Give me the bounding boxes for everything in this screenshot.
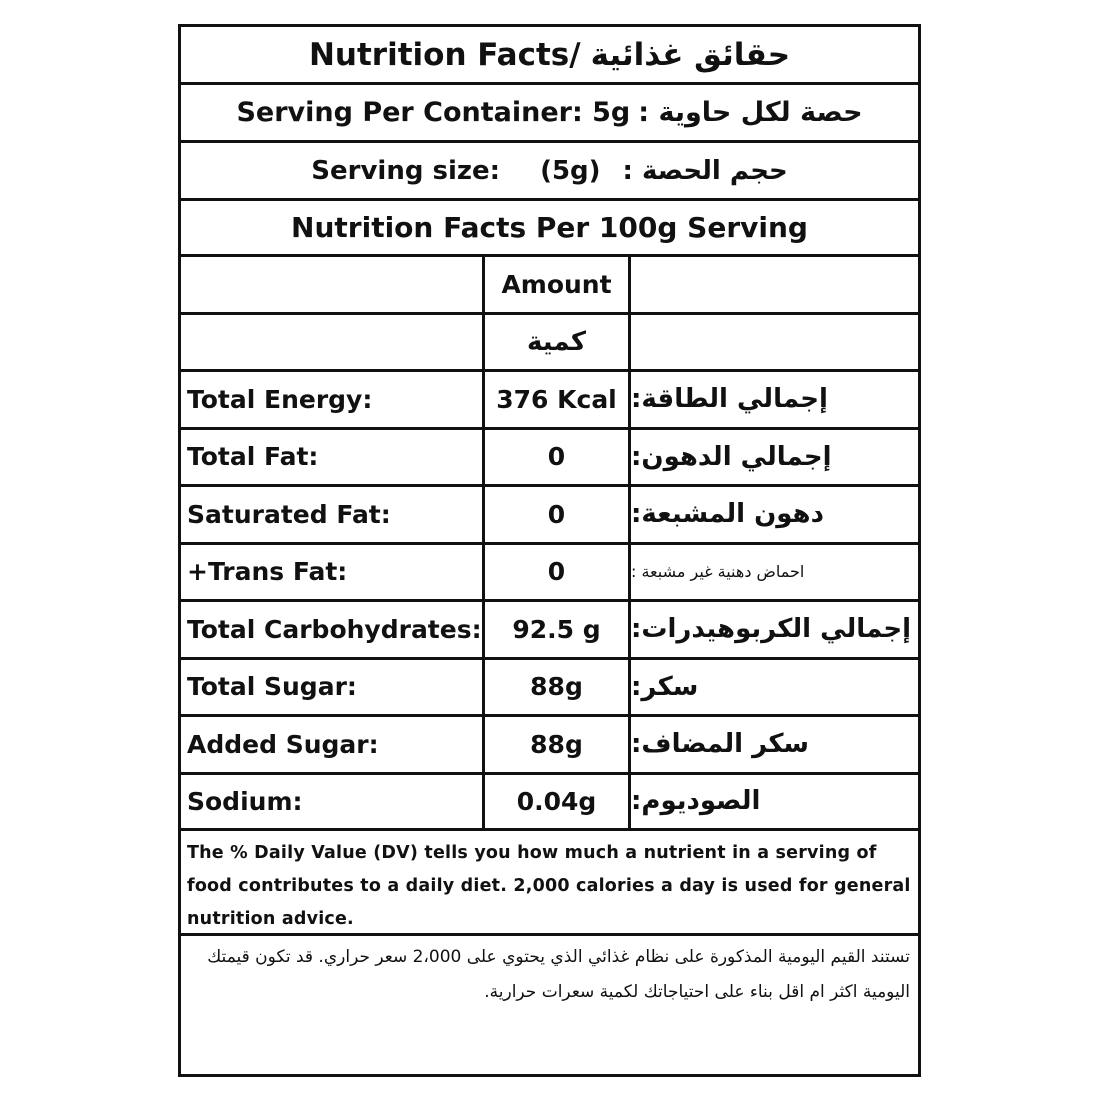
nutrient-amount: 376 Kcal xyxy=(485,372,631,427)
nutrient-name: +Trans Fat: xyxy=(181,545,485,600)
nutrient-amount: 88g xyxy=(485,717,631,772)
amount-header-ar-row xyxy=(181,315,918,373)
nutrient-name-ar: الصوديوم: xyxy=(631,786,761,817)
amount-header-row xyxy=(181,257,918,315)
amount-header-en: Amount xyxy=(485,257,631,312)
nutrient-name: Saturated Fat: xyxy=(181,487,485,542)
serving-per-container-ar: حصة لكل حاوية : xyxy=(638,97,863,128)
per-100g-text: Nutrition Facts Per 100g Serving xyxy=(291,211,808,244)
table-row xyxy=(181,717,918,775)
nutrient-name-ar: إجمالي الطاقة: xyxy=(631,384,828,415)
nutrient-amount: 0 xyxy=(485,545,631,600)
table-row xyxy=(181,430,918,488)
amount-header-ar: كمية xyxy=(485,315,631,370)
nutrient-name: Sodium: xyxy=(181,775,485,829)
nutrient-name-ar: دهون المشبعة: xyxy=(631,499,824,530)
title-ar: حقائق غذائية xyxy=(590,36,791,73)
nutrient-amount: 92.5 g xyxy=(485,602,631,657)
nutrient-name: Total Energy: xyxy=(181,372,485,427)
nutrient-name-ar: سكر المضاف: xyxy=(631,729,810,760)
serving-size-value: (5g) xyxy=(540,155,601,186)
table-row xyxy=(181,545,918,603)
serving-size-ar: حجم الحصة : xyxy=(622,155,788,186)
nutrient-amount: 0.04g xyxy=(485,775,631,829)
label-title xyxy=(181,27,918,85)
table-row xyxy=(181,487,918,545)
nutrient-name: Total Fat: xyxy=(181,430,485,485)
daily-value-note-ar: تستند القيم اليومية المذكورة على نظام غذائي الذي يحتوي على 2،000 سعر حراري. قد تكون قيمتك اليومية اكثر ام اقل بناء على احتياجاتك لكمية سعرات حرارية. xyxy=(207,947,910,1002)
nutrient-name: Total Sugar: xyxy=(181,660,485,715)
per-100g-heading xyxy=(181,201,918,257)
serving-per-container-en: Serving Per Container: 5g xyxy=(236,97,631,128)
table-row xyxy=(181,602,918,660)
title-en: Nutrition Facts/ xyxy=(308,36,581,73)
nutrient-name-ar: إجمالي الدهون: xyxy=(631,441,832,472)
nutrient-name-ar: إجمالي الكربوهيدرات: xyxy=(631,614,912,645)
nutrient-amount: 88g xyxy=(485,660,631,715)
nutrition-label xyxy=(178,24,921,1077)
table-row xyxy=(181,660,918,718)
daily-value-note-en: The % Daily Value (DV) tells you how much a nutrient in a serving of food contributes to a daily diet. 2,000 calories a day is used for general nutrition advice. xyxy=(181,831,918,936)
nutrient-amount: 0 xyxy=(485,487,631,542)
nutrient-amount: 0 xyxy=(485,430,631,485)
nutrient-name: Added Sugar: xyxy=(181,717,485,772)
serving-size-label: Serving size: xyxy=(311,155,501,186)
nutrient-name-ar: سكر: xyxy=(631,671,699,702)
serving-size xyxy=(181,143,918,201)
nutrient-name: Total Carbohydrates: xyxy=(181,602,485,657)
table-row xyxy=(181,775,918,832)
table-row xyxy=(181,372,918,430)
serving-per-container xyxy=(181,85,918,143)
nutrient-name-ar: احماض دهنية غير مشبعة : xyxy=(631,562,805,582)
